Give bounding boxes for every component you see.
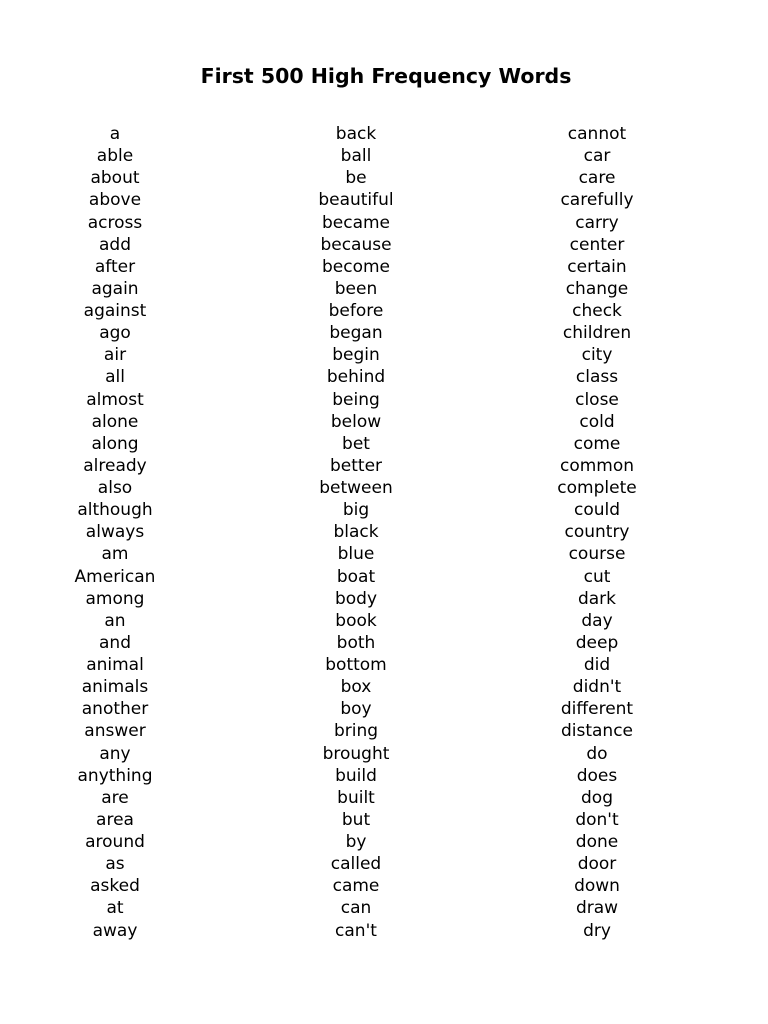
word-item: door	[577, 854, 617, 875]
word-item: course	[568, 544, 626, 565]
word-item: bottom	[325, 655, 387, 675]
word-item: country	[564, 522, 630, 543]
word-item: big	[342, 500, 370, 521]
word-item: below	[330, 411, 382, 432]
word-item: came	[332, 876, 380, 897]
word-item: already	[83, 455, 147, 476]
word-item: any	[99, 743, 131, 764]
word-item: carry	[575, 212, 619, 233]
word-column-1	[25, 123, 205, 942]
word-item: although	[77, 500, 153, 521]
word-item: as	[105, 854, 125, 875]
word-item: body	[334, 588, 378, 609]
word-item: can't	[335, 920, 377, 941]
word-item: all	[105, 367, 125, 388]
word-item: down	[574, 876, 620, 897]
word-item: being	[332, 389, 380, 410]
word-item: blue	[337, 544, 375, 565]
word-item: always	[85, 522, 145, 543]
word-item: before	[328, 301, 384, 321]
word-item: beautiful	[318, 190, 394, 211]
word-item: cold	[579, 411, 615, 432]
word-item: center	[569, 234, 625, 255]
word-item: back	[335, 124, 377, 144]
word-item: about	[90, 168, 140, 189]
word-item: behind	[326, 367, 386, 388]
word-item: asked	[90, 876, 140, 897]
word-item: boy	[340, 699, 372, 720]
word-item: common	[559, 455, 635, 476]
word-item: come	[573, 433, 621, 454]
word-item: become	[321, 256, 391, 277]
word-item: called	[330, 854, 382, 875]
word-item: area	[96, 809, 134, 830]
word-item: am	[101, 544, 129, 565]
word-item: began	[329, 323, 383, 344]
word-item: be	[345, 168, 367, 189]
word-item: became	[321, 212, 391, 233]
word-item: done	[575, 832, 619, 852]
word-item: didn't	[572, 677, 622, 698]
word-item: bet	[342, 433, 370, 454]
word-item: ago	[99, 323, 131, 344]
word-item: along	[91, 433, 139, 454]
word-item: day	[581, 610, 613, 631]
word-item: are	[101, 787, 129, 808]
word-item: certain	[567, 256, 627, 277]
word-item: anything	[77, 765, 153, 786]
word-item: check	[572, 301, 622, 321]
word-item: distance	[560, 721, 634, 742]
word-item: by	[345, 832, 367, 852]
word-item: dry	[583, 920, 611, 941]
word-item: does	[576, 765, 618, 786]
word-column-3	[507, 123, 687, 942]
word-item: air	[103, 345, 127, 366]
word-item: dark	[577, 588, 617, 609]
word-item: animal	[86, 655, 144, 675]
word-item: dog	[581, 787, 613, 808]
word-item: begin	[332, 345, 380, 366]
word-item: do	[586, 743, 608, 764]
word-item: build	[335, 765, 377, 786]
word-item: brought	[322, 743, 390, 764]
word-item: also	[97, 478, 133, 498]
word-item: almost	[86, 389, 144, 410]
word-item: ball	[340, 146, 372, 167]
word-item: better	[329, 455, 383, 476]
word-item: class	[575, 367, 619, 388]
word-item: carefully	[560, 190, 634, 211]
word-item: city	[581, 345, 613, 366]
word-item: across	[87, 212, 143, 233]
word-item: between	[319, 478, 393, 498]
word-item: at	[106, 898, 124, 919]
word-item: away	[92, 920, 138, 941]
word-item: both	[336, 632, 376, 653]
word-item: change	[565, 278, 629, 299]
word-item: been	[334, 278, 378, 299]
word-item: complete	[557, 478, 637, 498]
word-item: able	[96, 146, 134, 167]
word-item: boat	[336, 566, 376, 587]
word-item: can	[340, 898, 372, 919]
word-item: close	[575, 389, 619, 410]
word-item: American	[74, 566, 156, 587]
word-item: a	[109, 124, 121, 144]
word-item: don't	[575, 809, 619, 830]
word-item: did	[583, 655, 611, 675]
word-item: deep	[575, 632, 619, 653]
word-item: add	[99, 234, 131, 255]
word-item: built	[337, 787, 375, 808]
word-item: an	[104, 610, 126, 631]
word-column-2	[266, 123, 446, 942]
word-item: above	[88, 190, 142, 211]
word-item: against	[83, 301, 147, 321]
word-item: could	[573, 500, 621, 521]
word-item: cannot	[567, 124, 627, 144]
word-item: because	[320, 234, 392, 255]
word-item: different	[560, 699, 634, 720]
word-item: alone	[91, 411, 139, 432]
word-item: draw	[575, 898, 619, 919]
word-item: another	[81, 699, 149, 720]
word-item: black	[333, 522, 379, 543]
page-title: First 500 High Frequency Words	[200, 64, 572, 88]
word-item: among	[85, 588, 145, 609]
word-item: car	[583, 146, 611, 167]
word-item: and	[99, 632, 131, 653]
word-item: but	[341, 809, 371, 830]
word-item: answer	[84, 721, 146, 742]
word-item: book	[335, 610, 377, 631]
word-item: care	[578, 168, 616, 189]
word-item: after	[94, 256, 136, 277]
word-item: bring	[333, 721, 379, 742]
word-item: box	[340, 677, 372, 698]
word-item: around	[85, 832, 145, 852]
word-item: again	[91, 278, 139, 299]
word-item: children	[562, 323, 632, 344]
word-item: animals	[81, 677, 149, 698]
word-item: cut	[583, 566, 611, 587]
